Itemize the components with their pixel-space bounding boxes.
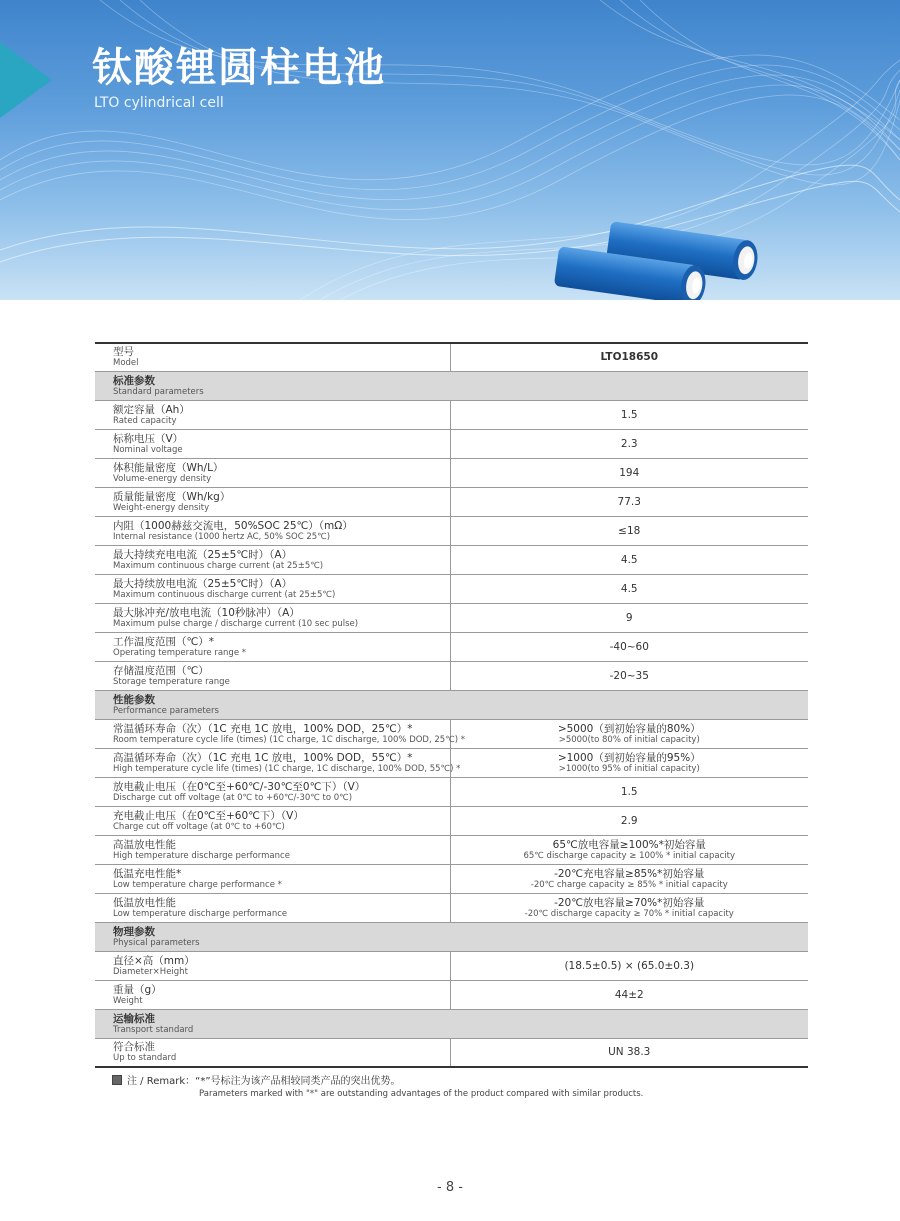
row-label-cn: 最大脉冲充/放电电流（10秒脉冲）（A） [113,606,300,619]
row-value: 1.5 [620,408,638,421]
row-value: 44±2 [614,988,644,1001]
spec-row [95,835,808,864]
row-value: ≤18 [618,524,641,537]
spec-row [95,603,808,632]
row-value: 2.3 [620,437,638,450]
row-label-en: High temperature discharge performance [113,850,290,861]
row-value-cn: >5000（到初始容量的80%） [557,722,701,735]
model-row [95,343,808,371]
row-value: 9 [625,611,633,624]
section-title-en: Transport standard [113,1024,194,1035]
row-label-cn: 标称电压（V） [113,432,184,445]
model-value: LTO18650 [600,351,659,364]
row-value: -20~35 [609,669,649,682]
remark-label: 注 / Remark： [127,1076,196,1087]
row-label-en: Rated capacity [113,415,177,426]
spec-row [95,980,808,1009]
row-label-en: High temperature cycle life (times) (1C charge, 1C discharge, 100% DOD, 55℃) * [113,763,461,774]
row-value-en: >1000(to 95% of initial capacity) [558,763,700,774]
row-label-en: Internal resistance (1000 hertz AC, 50% SOC 25℃) [113,531,331,542]
row-label-en: Weight [113,995,143,1006]
row-value: -40~60 [609,640,649,653]
row-label-cn: 低温充电性能* [113,867,182,880]
row-label-en: Operating temperature range * [113,647,246,658]
spec-row [95,545,808,574]
row-label-cn: 高温放电性能 [113,838,176,851]
spec-row [95,487,808,516]
row-label-cn: 存储温度范围（℃） [113,664,209,677]
row-label-en: Diameter×Height [113,966,188,977]
row-value-cn: 65℃放电容量≥100%*初始容量 [552,838,706,851]
row-label-en: Volume-energy density [113,473,212,484]
row-label-en: Maximum continuous charge current (at 25±5℃) [113,560,324,571]
row-label-en: Up to standard [113,1053,177,1064]
spec-row [95,806,808,835]
spec-row [95,1038,808,1067]
section-title-cn: 标准参数 [113,374,155,387]
spec-row [95,777,808,806]
spec-row [95,458,808,487]
spec-row [95,864,808,893]
section-title-cn: 运输标准 [113,1012,155,1025]
row-label-cn: 额定容量（Ah） [113,403,190,416]
row-label-cn: 低温放电性能 [113,896,176,909]
row-label-cn: 直径×高（mm） [113,954,195,967]
row-label-en: Charge cut off voltage (at 0℃ to +60℃) [113,821,285,832]
battery-cells-image [548,218,768,300]
row-label-cn: 最大持续放电电流（25±5℃时）（A） [113,577,293,590]
section-title-cn: 性能参数 [113,693,155,706]
accent-triangle [0,42,52,118]
section-title-en: Standard parameters [113,386,204,397]
spec-row [95,661,808,690]
row-value: 194 [619,466,640,479]
row-label-cn: 工作温度范围（℃）* [113,635,215,648]
row-label-en: Low temperature discharge performance [113,908,288,919]
row-value-cn: -20℃放电容量≥70%*初始容量 [554,896,705,909]
row-label-cn: 放电截止电压（在0℃至+60℃/-30℃至0℃下）（V） [113,780,366,793]
spec-row [95,893,808,922]
row-value: (18.5±0.5) × (65.0±0.3) [564,959,695,972]
remark-text-en: Parameters marked with "*" are outstanding advantages of the product compared with similar products. [199,1089,644,1099]
row-label-en: Maximum continuous discharge current (at 25±5℃) [113,589,336,600]
row-value-cn: -20℃充电容量≥85%*初始容量 [554,867,705,880]
row-label-en: Discharge cut off voltage (at 0℃ to +60℃/-30℃ to 0℃) [113,792,353,803]
spec-row [95,719,808,748]
row-label-cn: 重量（g） [113,983,162,996]
row-label-cn: 高温循环寿命（次）（1C 充电 1C 放电，100% DOD，55℃）* [113,751,413,764]
remark [112,1075,401,1088]
row-label-cn: 符合标准 [113,1041,155,1054]
section-header [95,922,808,951]
row-label-cn: 内阻（1000赫兹交流电，50%SOC 25℃）（mΩ） [113,519,353,532]
row-label-en: Low temperature charge performance * [113,879,282,890]
row-label-cn: 质量能量密度（Wh/kg） [113,490,231,503]
row-label-en: Storage temperature range [113,676,230,687]
row-label-en: Model [113,358,139,369]
row-value: 4.5 [620,553,638,566]
remark-text-cn: “*”号标注为该产品相较同类产品的突出优势。 [195,1076,401,1087]
row-value: UN 38.3 [608,1046,651,1059]
row-value-en: >5000(to 80% of initial capacity) [558,734,700,745]
spec-table [95,342,808,1068]
spec-row [95,429,808,458]
row-value-en: 65℃ discharge capacity ≥ 100% * initial capacity [523,850,736,861]
section-header [95,690,808,719]
row-value: 77.3 [617,495,641,508]
row-value: 1.5 [620,785,638,798]
spec-row [95,516,808,545]
row-value: 4.5 [620,582,638,595]
row-label-en: Maximum pulse charge / discharge current (10 sec pulse) [113,618,359,629]
row-value-en: -20℃ charge capacity ≥ 85% * initial capacity [530,879,728,890]
page-number: - 8 - [437,1180,463,1195]
section-title-en: Performance parameters [113,705,219,716]
row-label-en: Room temperature cycle life (times) (1C charge, 1C discharge, 100% DOD, 25℃) * [113,734,466,745]
row-label-cn: 充电截止电压（在0℃至+60℃下）（V） [113,809,304,822]
row-value-cn: >1000（到初始容量的95%） [557,751,701,764]
section-title-cn: 物理参数 [113,925,155,938]
row-label-cn: 常温循环寿命（次）（1C 充电 1C 放电，100% DOD，25℃）* [113,722,413,735]
row-value: 2.9 [620,814,638,827]
spec-row [95,400,808,429]
spec-row [95,748,808,777]
row-label-cn: 体积能量密度（Wh/L） [113,461,224,474]
spec-row [95,632,808,661]
page-subtitle: LTO cylindrical cell [94,95,224,111]
spec-row [95,574,808,603]
spec-row [95,951,808,980]
row-label-en: Nominal voltage [113,444,183,455]
square-bullet-icon [112,1075,122,1085]
page-title: 钛酸锂圆柱电池 [92,45,386,91]
section-header [95,1009,808,1038]
header-banner [0,0,900,300]
row-label-cn: 最大持续充电电流（25±5℃时）（A） [113,548,293,561]
row-value-en: -20℃ discharge capacity ≥ 70% * initial capacity [524,908,734,919]
row-label-cn: 型号 [113,346,134,359]
section-title-en: Physical parameters [113,937,200,948]
section-header [95,371,808,400]
row-label-en: Weight-energy density [113,502,210,513]
